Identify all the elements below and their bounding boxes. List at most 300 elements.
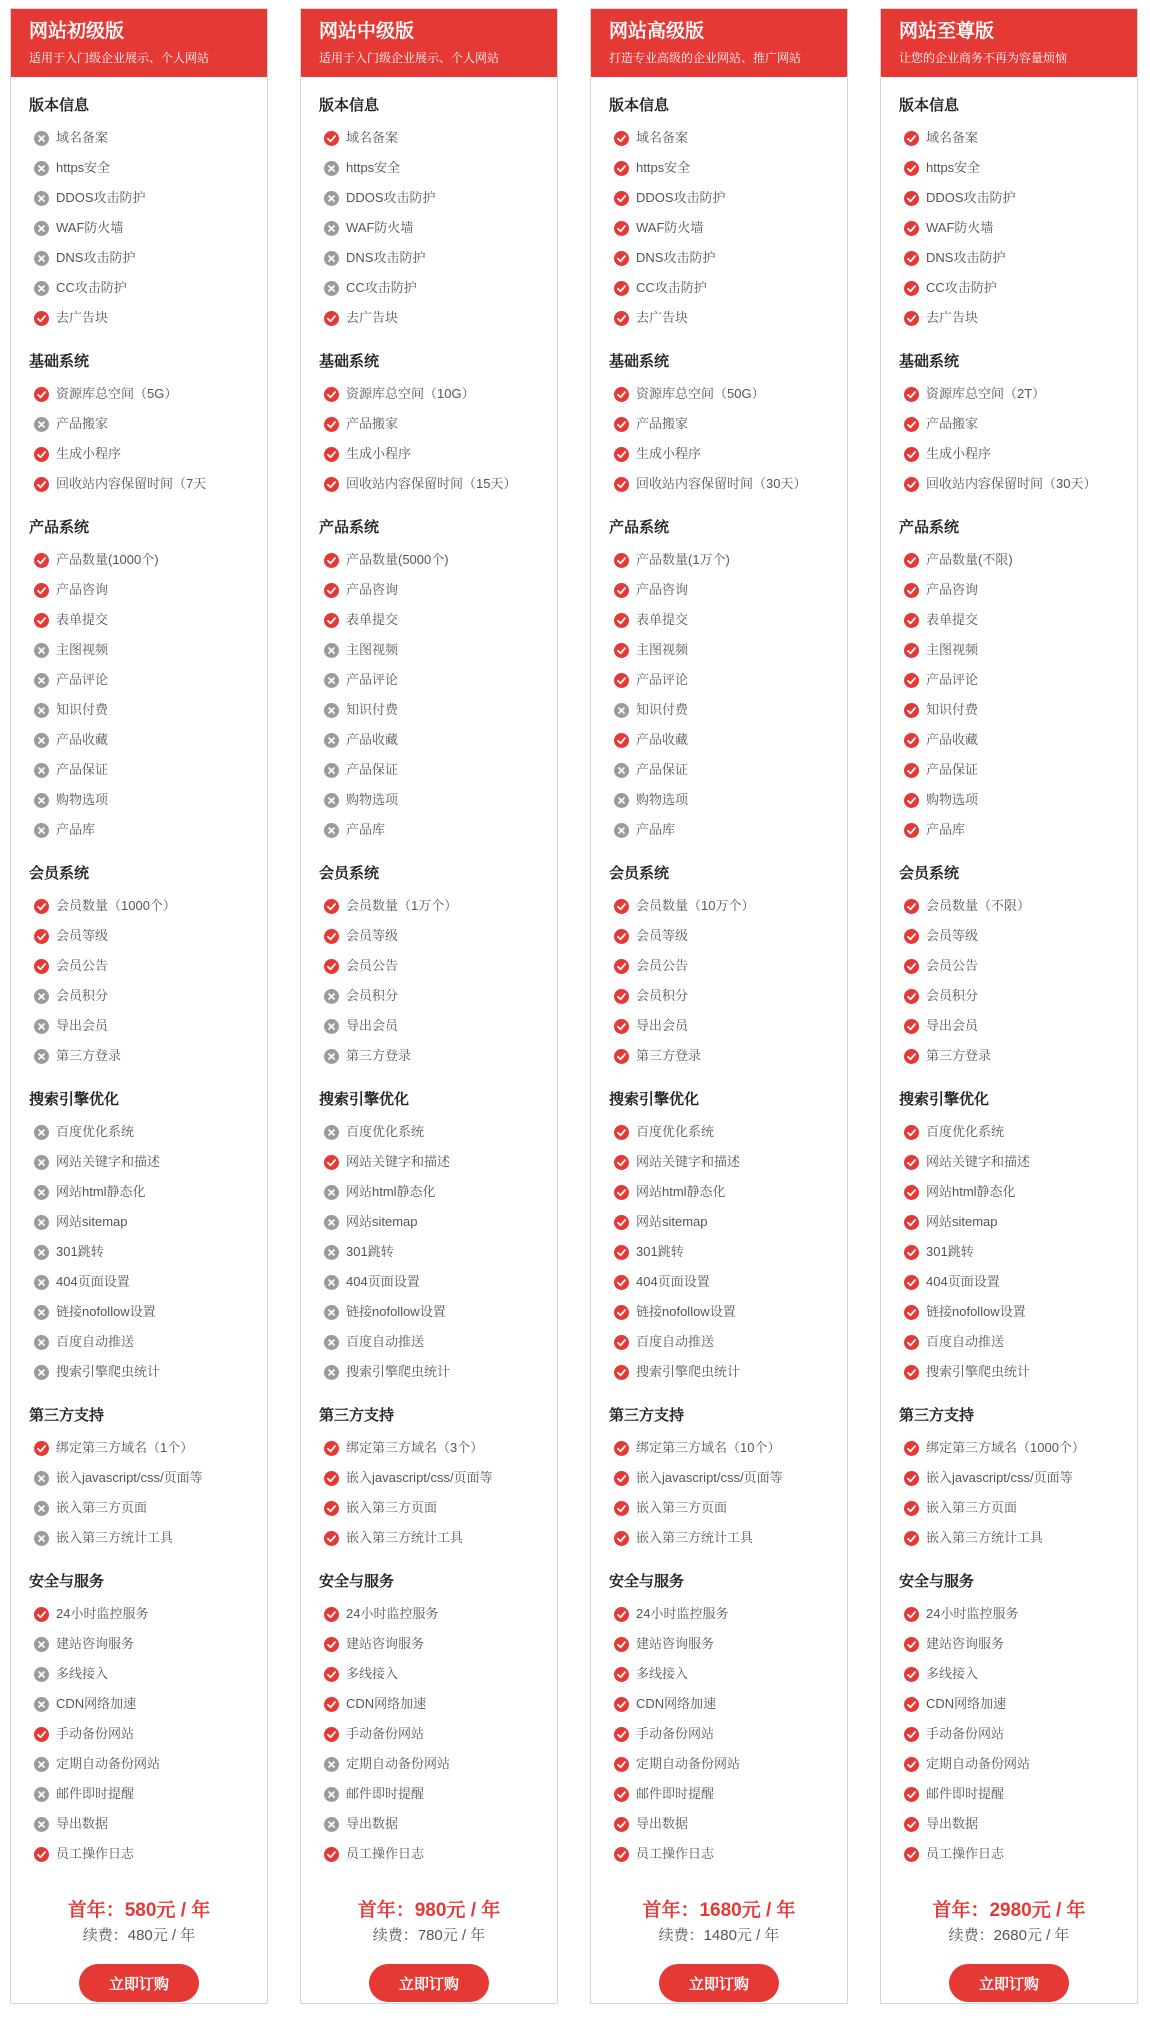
feature-item: [29, 1041, 267, 1071]
feature-item: [319, 1629, 557, 1659]
feature-label: 产品收藏: [926, 732, 979, 747]
feature-label: 导出会员: [346, 1018, 399, 1033]
feature-label: 表单提交: [56, 612, 109, 627]
feature-label: 表单提交: [926, 612, 979, 627]
feature-item: [29, 1207, 267, 1237]
order-now-button[interactable]: 立即订购: [949, 1964, 1069, 2002]
feature-label: 生成小程序: [346, 446, 412, 461]
feature-label: 主图视频: [926, 642, 979, 657]
feature-label: 产品收藏: [346, 732, 399, 747]
feature-label: 域名备案: [926, 130, 979, 145]
section-title: 搜索引擎优化: [29, 1091, 120, 1108]
feature-label: 购物选项: [636, 792, 689, 807]
check-circle-icon: [324, 959, 339, 974]
feature-item: [29, 1177, 267, 1207]
check-circle-icon: [904, 417, 919, 432]
check-circle-icon: [34, 899, 49, 914]
feature-label: 去广告块: [926, 310, 979, 325]
feature-label: 301跳转: [56, 1244, 104, 1259]
check-circle-icon: [614, 1125, 629, 1140]
check-circle-icon: [904, 1125, 919, 1140]
check-circle-icon: [904, 643, 919, 658]
feature-label: 知识付费: [56, 702, 109, 717]
feature-item: [29, 545, 267, 575]
check-circle-icon: [614, 477, 629, 492]
plan-description: 适用于入门级企业展示、个人网站: [29, 51, 210, 65]
feature-label: 百度优化系统: [636, 1124, 715, 1139]
feature-label: 员工操作日志: [926, 1846, 1005, 1861]
check-circle-icon: [614, 899, 629, 914]
feature-item: [29, 665, 267, 695]
feature-item: [29, 725, 267, 755]
feature-item: [899, 1267, 1137, 1297]
feature-label: 购物选项: [926, 792, 979, 807]
feature-label: 绑定第三方域名（10个）: [636, 1440, 781, 1455]
feature-label: 多线接入: [636, 1666, 689, 1681]
feature-section: [591, 351, 847, 499]
feature-item: [29, 1779, 267, 1809]
feature-label: 百度优化系统: [346, 1124, 425, 1139]
feature-label: 24小时监控服务: [346, 1606, 439, 1621]
check-circle-icon: [904, 1305, 919, 1320]
feature-item: [319, 1327, 557, 1357]
section-title: 搜索引擎优化: [319, 1091, 410, 1108]
feature-item: [899, 1117, 1137, 1147]
plan-name: 网站初级版: [29, 21, 125, 42]
check-circle-icon: [904, 733, 919, 748]
order-now-button[interactable]: 立即订购: [79, 1964, 199, 2002]
feature-item: [29, 575, 267, 605]
feature-item: [319, 1493, 557, 1523]
feature-item: [609, 1207, 847, 1237]
section-title: 第三方支持: [29, 1407, 105, 1424]
feature-item: [29, 755, 267, 785]
cross-circle-icon: [324, 1817, 339, 1832]
feature-item: [29, 1297, 267, 1327]
feature-item: [609, 785, 847, 815]
check-circle-icon: [324, 1501, 339, 1516]
feature-item: [319, 605, 557, 635]
cross-circle-icon: [34, 643, 49, 658]
section-title: 会员系统: [609, 865, 670, 882]
feature-item: [899, 665, 1137, 695]
feature-item: [609, 1809, 847, 1839]
cross-circle-icon: [34, 1245, 49, 1260]
cross-circle-icon: [324, 703, 339, 718]
feature-label: DNS攻击防护: [636, 250, 716, 265]
section-title: 产品系统: [609, 519, 670, 536]
cross-circle-icon: [324, 763, 339, 778]
feature-label: 导出数据: [926, 1816, 979, 1831]
cross-circle-icon: [324, 221, 339, 236]
feature-item: [899, 1207, 1137, 1237]
section-title: 基础系统: [899, 353, 960, 370]
check-circle-icon: [324, 613, 339, 628]
feature-label: 链接nofollow设置: [636, 1304, 736, 1319]
feature-item: [319, 1147, 557, 1177]
cross-circle-icon: [34, 1365, 49, 1380]
feature-label: 404页面设置: [346, 1274, 420, 1289]
check-circle-icon: [904, 1531, 919, 1546]
feature-label: 邮件即时提醒: [56, 1786, 135, 1801]
feature-item: [319, 379, 557, 409]
feature-item: [29, 439, 267, 469]
feature-item: [899, 1809, 1137, 1839]
feature-item: [29, 1749, 267, 1779]
check-circle-icon: [614, 1501, 629, 1516]
check-circle-icon: [614, 1155, 629, 1170]
feature-label: 购物选项: [346, 792, 399, 807]
feature-label: 链接nofollow设置: [346, 1304, 446, 1319]
feature-item: [899, 921, 1137, 951]
check-circle-icon: [904, 989, 919, 1004]
feature-label: 邮件即时提醒: [636, 1786, 715, 1801]
check-circle-icon: [904, 1471, 919, 1486]
feature-item: [609, 605, 847, 635]
feature-section: [301, 517, 557, 845]
check-circle-icon: [324, 131, 339, 146]
feature-label: 会员数量（1000个）: [56, 898, 176, 913]
check-circle-icon: [34, 1847, 49, 1862]
feature-label: 会员积分: [636, 988, 689, 1003]
feature-label: 嵌入第三方统计工具: [56, 1530, 174, 1545]
feature-label: 产品搬家: [926, 416, 979, 431]
cross-circle-icon: [324, 1049, 339, 1064]
feature-item: [899, 1011, 1137, 1041]
check-circle-icon: [904, 823, 919, 838]
feature-item: [29, 785, 267, 815]
check-circle-icon: [614, 131, 629, 146]
feature-label: 回收站内容保留时间（30天）: [926, 476, 1097, 491]
feature-item: [609, 213, 847, 243]
feature-section: [881, 1571, 1137, 1869]
price-box: [591, 1899, 847, 2002]
feature-section: [11, 95, 267, 333]
check-circle-icon: [34, 959, 49, 974]
feature-label: 网站sitemap: [926, 1214, 998, 1229]
cross-circle-icon: [34, 1305, 49, 1320]
feature-section: [881, 95, 1137, 333]
check-circle-icon: [614, 1365, 629, 1380]
cross-circle-icon: [324, 1335, 339, 1350]
feature-label: 回收站内容保留时间（15天）: [346, 476, 517, 491]
check-circle-icon: [614, 221, 629, 236]
feature-item: [609, 379, 847, 409]
feature-label: 产品搬家: [636, 416, 689, 431]
feature-item: [899, 1327, 1137, 1357]
feature-item: [29, 1357, 267, 1387]
feature-item: [319, 1523, 557, 1553]
feature-item: [29, 1809, 267, 1839]
check-circle-icon: [904, 613, 919, 628]
check-circle-icon: [614, 251, 629, 266]
feature-item: [899, 1599, 1137, 1629]
feature-item: [319, 469, 557, 499]
feature-section: [11, 863, 267, 1071]
cross-circle-icon: [324, 1019, 339, 1034]
feature-label: 会员等级: [636, 928, 689, 943]
feature-item: [609, 1779, 847, 1809]
feature-item: [899, 469, 1137, 499]
feature-item: [899, 273, 1137, 303]
check-circle-icon: [324, 417, 339, 432]
feature-label: 网站sitemap: [636, 1214, 708, 1229]
check-circle-icon: [614, 1275, 629, 1290]
feature-item: [609, 1267, 847, 1297]
cross-circle-icon: [34, 1531, 49, 1546]
check-circle-icon: [904, 1757, 919, 1772]
feature-item: [609, 1719, 847, 1749]
feature-item: [29, 409, 267, 439]
check-circle-icon: [324, 1667, 339, 1682]
check-circle-icon: [904, 1607, 919, 1622]
check-circle-icon: [614, 959, 629, 974]
feature-label: DDOS攻击防护: [636, 190, 726, 205]
section-title: 第三方支持: [609, 1407, 685, 1424]
feature-label: 网站sitemap: [56, 1214, 128, 1229]
feature-item: [319, 981, 557, 1011]
check-circle-icon: [904, 1275, 919, 1290]
feature-label: 导出会员: [56, 1018, 109, 1033]
feature-item: [609, 1117, 847, 1147]
feature-label: 网站html静态化: [636, 1184, 726, 1199]
feature-item: [899, 1041, 1137, 1071]
cross-circle-icon: [34, 251, 49, 266]
check-circle-icon: [904, 553, 919, 568]
check-circle-icon: [904, 929, 919, 944]
feature-item: [609, 303, 847, 333]
check-circle-icon: [324, 477, 339, 492]
feature-item: [319, 439, 557, 469]
check-circle-icon: [904, 281, 919, 296]
feature-label: https安全: [926, 160, 981, 175]
cross-circle-icon: [614, 793, 629, 808]
check-circle-icon: [904, 1787, 919, 1802]
check-circle-icon: [34, 613, 49, 628]
feature-item: [319, 1839, 557, 1869]
feature-label: WAF防火墙: [346, 220, 414, 235]
feature-label: DDOS攻击防护: [926, 190, 1016, 205]
check-circle-icon: [614, 929, 629, 944]
feature-label: 百度自动推送: [56, 1334, 135, 1349]
cross-circle-icon: [324, 989, 339, 1004]
plan-name: 网站高级版: [609, 21, 705, 42]
cross-circle-icon: [324, 673, 339, 688]
feature-section: [11, 1405, 267, 1553]
section-title: 基础系统: [609, 353, 670, 370]
feature-item: [899, 575, 1137, 605]
feature-item: [609, 1041, 847, 1071]
feature-item: [899, 981, 1137, 1011]
feature-item: [609, 981, 847, 1011]
feature-label: 会员等级: [56, 928, 109, 943]
feature-label: 嵌入第三方页面: [926, 1500, 1018, 1515]
feature-label: CDN网络加速: [346, 1696, 427, 1711]
feature-item: [29, 1267, 267, 1297]
feature-label: DDOS攻击防护: [346, 190, 436, 205]
plan-card: [10, 8, 268, 2004]
check-circle-icon: [904, 1817, 919, 1832]
feature-label: 网站关键字和描述: [926, 1154, 1031, 1169]
feature-label: 嵌入第三方统计工具: [636, 1530, 754, 1545]
check-circle-icon: [614, 1667, 629, 1682]
feature-item: [609, 1749, 847, 1779]
feature-label: 产品收藏: [56, 732, 109, 747]
cross-circle-icon: [324, 733, 339, 748]
check-circle-icon: [904, 703, 919, 718]
feature-item: [319, 665, 557, 695]
feature-item: [319, 273, 557, 303]
cross-circle-icon: [34, 1787, 49, 1802]
feature-item: [319, 695, 557, 725]
feature-item: [899, 1689, 1137, 1719]
feature-item: [609, 665, 847, 695]
feature-item: [899, 1839, 1137, 1869]
feature-label: 建站咨询服务: [56, 1636, 135, 1651]
feature-item: [29, 273, 267, 303]
check-circle-icon: [904, 1185, 919, 1200]
feature-item: [319, 725, 557, 755]
cross-circle-icon: [34, 281, 49, 296]
check-circle-icon: [614, 417, 629, 432]
feature-label: 定期自动备份网站: [926, 1756, 1031, 1771]
feature-label: 建站咨询服务: [346, 1636, 425, 1651]
feature-label: 表单提交: [636, 612, 689, 627]
feature-item: [319, 575, 557, 605]
feature-label: 第三方登录: [346, 1048, 412, 1063]
feature-item: [29, 1147, 267, 1177]
feature-label: 产品库: [56, 822, 96, 837]
feature-label: 产品库: [636, 822, 676, 837]
price-box: [881, 1899, 1137, 2002]
feature-item: [899, 1177, 1137, 1207]
feature-section: [881, 351, 1137, 499]
feature-section: [591, 863, 847, 1071]
order-now-button[interactable]: 立即订购: [659, 1964, 779, 2002]
feature-item: [609, 545, 847, 575]
check-circle-icon: [614, 673, 629, 688]
plan-description: 适用于入门级企业展示、个人网站: [319, 51, 500, 65]
check-circle-icon: [324, 1471, 339, 1486]
feature-label: 产品评论: [56, 672, 109, 687]
feature-section: [11, 1089, 267, 1387]
feature-item: [319, 1719, 557, 1749]
cross-circle-icon: [34, 161, 49, 176]
feature-item: [29, 1011, 267, 1041]
cross-circle-icon: [34, 733, 49, 748]
feature-item: [319, 1749, 557, 1779]
feature-label: 邮件即时提醒: [926, 1786, 1005, 1801]
check-circle-icon: [614, 1607, 629, 1622]
feature-item: [319, 1809, 557, 1839]
feature-item: [29, 815, 267, 845]
section-title: 基础系统: [29, 353, 90, 370]
plan-name: 网站至尊版: [899, 21, 995, 42]
feature-item: [319, 213, 557, 243]
check-circle-icon: [904, 1697, 919, 1712]
section-title: 安全与服务: [899, 1573, 975, 1590]
feature-label: 导出数据: [346, 1816, 399, 1831]
section-title: 会员系统: [899, 865, 960, 882]
cross-circle-icon: [34, 989, 49, 1004]
check-circle-icon: [324, 1637, 339, 1652]
section-title: 安全与服务: [609, 1573, 685, 1590]
feature-label: 绑定第三方域名（3个）: [346, 1440, 484, 1455]
check-circle-icon: [904, 1155, 919, 1170]
check-circle-icon: [34, 311, 49, 326]
feature-label: WAF防火墙: [636, 220, 704, 235]
check-circle-icon: [904, 1847, 919, 1862]
feature-item: [609, 1147, 847, 1177]
feature-item: [319, 755, 557, 785]
feature-item: [319, 1779, 557, 1809]
feature-item: [899, 213, 1137, 243]
feature-label: 购物选项: [56, 792, 109, 807]
feature-label: 产品数量(1万个): [636, 552, 730, 567]
feature-section: [591, 1571, 847, 1869]
feature-label: DNS攻击防护: [346, 250, 426, 265]
feature-label: 百度自动推送: [346, 1334, 425, 1349]
cross-circle-icon: [324, 191, 339, 206]
section-title: 会员系统: [319, 865, 380, 882]
feature-item: [899, 1749, 1137, 1779]
check-circle-icon: [904, 959, 919, 974]
feature-item: [319, 1659, 557, 1689]
check-circle-icon: [614, 1335, 629, 1350]
feature-label: 产品数量(不限): [926, 552, 1013, 567]
price-box: [11, 1899, 267, 2002]
feature-section: [881, 517, 1137, 845]
feature-label: 会员积分: [346, 988, 399, 1003]
check-circle-icon: [324, 1607, 339, 1622]
feature-item: [29, 981, 267, 1011]
feature-item: [899, 409, 1137, 439]
feature-item: [899, 891, 1137, 921]
cross-circle-icon: [34, 1215, 49, 1230]
feature-label: 嵌入第三方统计工具: [926, 1530, 1044, 1545]
section-title: 会员系统: [29, 865, 90, 882]
check-circle-icon: [34, 1727, 49, 1742]
feature-label: 员工操作日志: [56, 1846, 135, 1861]
feature-section: [591, 95, 847, 333]
feature-item: [899, 951, 1137, 981]
feature-item: [29, 303, 267, 333]
cross-circle-icon: [34, 191, 49, 206]
feature-label: 导出会员: [636, 1018, 689, 1033]
cross-circle-icon: [324, 1215, 339, 1230]
feature-label: 产品评论: [636, 672, 689, 687]
feature-label: 绑定第三方域名（1个）: [56, 1440, 194, 1455]
feature-label: 24小时监控服务: [926, 1606, 1019, 1621]
feature-label: 网站关键字和描述: [636, 1154, 741, 1169]
feature-label: 产品库: [926, 822, 966, 837]
check-circle-icon: [614, 281, 629, 296]
cross-circle-icon: [34, 131, 49, 146]
feature-label: 知识付费: [636, 702, 689, 717]
feature-item: [899, 123, 1137, 153]
feature-label: CDN网络加速: [56, 1696, 137, 1711]
feature-label: 导出数据: [56, 1816, 109, 1831]
feature-label: 产品咨询: [346, 582, 399, 597]
feature-label: 产品咨询: [56, 582, 109, 597]
feature-item: [899, 635, 1137, 665]
check-circle-icon: [614, 1847, 629, 1862]
feature-item: [899, 303, 1137, 333]
order-now-button[interactable]: 立即订购: [369, 1964, 489, 2002]
check-circle-icon: [614, 553, 629, 568]
feature-item: [319, 1357, 557, 1387]
feature-label: DNS攻击防护: [926, 250, 1006, 265]
